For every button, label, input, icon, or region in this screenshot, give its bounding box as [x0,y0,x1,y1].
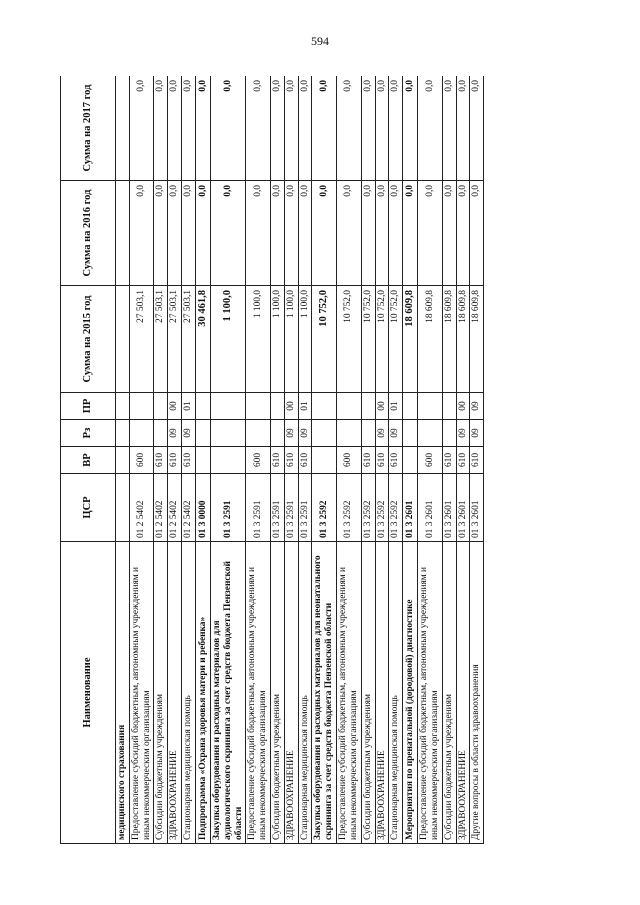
table-row [375,76,389,844]
row-sum-2017 [116,76,130,181]
row-sum-2017: 0,0 [389,76,403,181]
row-pr: 00 [284,393,298,420]
row-csr: 01 2 5402 [129,474,154,542]
table-row [129,76,154,844]
budget-table [60,76,484,844]
row-pr: 01 [389,393,403,420]
row-sum-2015: 10 752,0 [337,286,362,393]
row-sum-2015: 1 100,0 [271,286,285,393]
row-sum-2015: 18 609,8 [403,286,418,393]
row-name: Мероприятия по пренатальной (дородовой) диагностике [403,542,418,844]
table-row [389,76,403,844]
row-sum-2017: 0,0 [312,76,337,181]
row-rz [210,420,245,447]
row-vr: 600 [337,447,362,474]
row-rz [312,420,337,447]
row-sum-2017: 0,0 [456,76,470,181]
row-sum-2015: 18 609,8 [456,286,470,393]
row-sum-2017: 0,0 [470,76,484,181]
table-row [195,76,210,844]
row-vr: 610 [361,447,375,474]
row-vr: 610 [375,447,389,474]
table-row [456,76,470,844]
row-vr: 610 [154,447,168,474]
row-sum-2015: 1 100,0 [298,286,312,393]
table-row [182,76,196,844]
page-number: 594 [311,34,329,48]
row-csr: 01 3 2601 [470,474,484,542]
table-row [442,76,456,844]
row-sum-2017: 0,0 [182,76,196,181]
row-pr: 00 [456,393,470,420]
row-name: Подпрограмма «Охрана здоровья матери и ребенка» [195,542,210,844]
row-name: Предоставление субсидий бюджетным, автономным учреждениям и иным некоммерческим организациям [337,542,362,844]
row-rz [246,420,271,447]
table-row [337,76,362,844]
row-name: Закупка оборудования и расходных материалов для неонатального скрининга за счет средств бюджета Пензенской области [312,542,337,844]
row-sum-2016: 0,0 [418,181,443,286]
row-vr [312,447,337,474]
table-row [168,76,182,844]
row-csr: 01 3 2601 [403,474,418,542]
row-csr: 01 3 2592 [337,474,362,542]
row-sum-2017: 0,0 [361,76,375,181]
row-sum-2015: 10 752,0 [361,286,375,393]
table-header-row [61,76,116,844]
row-pr [271,393,285,420]
table-row [312,76,337,844]
row-sum-2016: 0,0 [154,181,168,286]
row-rz: 09 [182,420,196,447]
row-vr: 610 [168,447,182,474]
row-pr: 00 [168,393,182,420]
row-csr: 01 3 2592 [312,474,337,542]
rotated-table-area [60,76,551,844]
row-pr [403,393,418,420]
row-vr: 600 [418,447,443,474]
row-sum-2016 [116,181,130,286]
header-sum-2017: Сумма на 2017 год [61,76,116,181]
header-csr: ЦСР [61,474,116,542]
row-csr: 01 3 2601 [456,474,470,542]
row-csr: 01 3 2591 [271,474,285,542]
row-vr: 610 [284,447,298,474]
row-vr [403,447,418,474]
row-sum-2017: 0,0 [246,76,271,181]
row-csr: 01 3 2591 [246,474,271,542]
row-csr [116,474,130,542]
table-row [418,76,443,844]
row-sum-2015: 10 752,0 [375,286,389,393]
row-sum-2015: 18 609,8 [418,286,443,393]
row-name: ЗДРАВООХРАНЕНИЕ [375,542,389,844]
row-pr [312,393,337,420]
row-sum-2016: 0,0 [271,181,285,286]
row-csr: 01 2 5402 [182,474,196,542]
row-sum-2017: 0,0 [337,76,362,181]
row-csr: 01 3 2591 [210,474,245,542]
row-name: Субсидии бюджетным учреждениям [361,542,375,844]
row-name: Другие вопросы в области здравоохранения [470,542,484,844]
row-pr [195,393,210,420]
row-sum-2016: 0,0 [361,181,375,286]
row-name: Стационарная медицинская помощь [389,542,403,844]
row-sum-2015: 18 609,8 [442,286,456,393]
row-sum-2016: 0,0 [298,181,312,286]
row-sum-2016: 0,0 [182,181,196,286]
row-sum-2015: 27 503,1 [154,286,168,393]
row-pr [154,393,168,420]
row-sum-2015: 27 503,1 [129,286,154,393]
row-sum-2017: 0,0 [284,76,298,181]
row-name: ЗДРАВООХРАНЕНИЕ [168,542,182,844]
row-sum-2015: 30 461,8 [195,286,210,393]
row-sum-2017: 0,0 [195,76,210,181]
row-sum-2016: 0,0 [195,181,210,286]
table-row [470,76,484,844]
row-rz [271,420,285,447]
table-row [271,76,285,844]
row-sum-2016: 0,0 [168,181,182,286]
row-name: Стационарная медицинская помощь [298,542,312,844]
table-row [154,76,168,844]
row-pr: 09 [470,393,484,420]
row-pr: 01 [182,393,196,420]
row-csr: 01 3 2591 [298,474,312,542]
row-rz [116,420,130,447]
row-pr [116,393,130,420]
table-row [361,76,375,844]
row-pr [442,393,456,420]
row-vr [210,447,245,474]
row-sum-2015: 10 752,0 [389,286,403,393]
row-sum-2017: 0,0 [168,76,182,181]
row-csr: 01 3 0000 [195,474,210,542]
row-sum-2017: 0,0 [129,76,154,181]
row-name: Субсидии бюджетным учреждениям [154,542,168,844]
row-rz: 09 [284,420,298,447]
row-vr [195,447,210,474]
row-sum-2015: 1 100,0 [284,286,298,393]
row-pr [418,393,443,420]
row-rz: 09 [375,420,389,447]
row-rz [154,420,168,447]
row-csr: 01 3 2592 [389,474,403,542]
header-sum-2015: Сумма на 2015 год [61,286,116,393]
header-name: Наименование [61,542,116,844]
header-vr: ВР [61,447,116,474]
table-row [246,76,271,844]
row-sum-2017: 0,0 [271,76,285,181]
row-sum-2016: 0,0 [389,181,403,286]
row-sum-2016: 0,0 [337,181,362,286]
row-csr: 01 2 5402 [154,474,168,542]
row-vr: 610 [271,447,285,474]
row-sum-2016: 0,0 [403,181,418,286]
header-sum-2016: Сумма на 2016 год [61,181,116,286]
table-row [116,76,130,844]
row-rz: 09 [298,420,312,447]
row-name: Предоставление субсидий бюджетным, автономным учреждениям и иным некоммерческим организациям [129,542,154,844]
table-body [116,76,484,844]
table-row [210,76,245,844]
header-rz: Рз [61,420,116,447]
row-sum-2016: 0,0 [470,181,484,286]
header-pr: ПР [61,393,116,420]
row-sum-2017: 0,0 [375,76,389,181]
row-csr: 01 3 2592 [375,474,389,542]
row-sum-2015: 10 752,0 [312,286,337,393]
row-sum-2017: 0,0 [442,76,456,181]
row-rz [361,420,375,447]
row-pr: 01 [298,393,312,420]
row-csr: 01 3 2601 [418,474,443,542]
row-rz [442,420,456,447]
row-rz [403,420,418,447]
row-name: Стационарная медицинская помощь [182,542,196,844]
row-sum-2016: 0,0 [129,181,154,286]
row-sum-2016: 0,0 [312,181,337,286]
row-vr: 610 [442,447,456,474]
row-vr: 610 [182,447,196,474]
row-csr: 01 3 2601 [442,474,456,542]
row-pr [361,393,375,420]
row-pr: 00 [375,393,389,420]
row-rz: 09 [470,420,484,447]
row-sum-2015: 27 503,1 [168,286,182,393]
row-sum-2015 [116,286,130,393]
row-sum-2016: 0,0 [284,181,298,286]
row-name: Субсидии бюджетным учреждениям [271,542,285,844]
row-name: ЗДРАВООХРАНЕНИЕ [284,542,298,844]
row-pr [337,393,362,420]
row-sum-2017: 0,0 [154,76,168,181]
table-row [403,76,418,844]
row-csr: 01 3 2592 [361,474,375,542]
row-name: Предоставление субсидий бюджетным, автономным учреждениям и иным некоммерческим организациям [418,542,443,844]
row-pr [246,393,271,420]
row-sum-2017: 0,0 [298,76,312,181]
row-sum-2015: 18 609,8 [470,286,484,393]
row-name: Субсидии бюджетным учреждениям [442,542,456,844]
row-rz [418,420,443,447]
row-name: Закупка оборудования и расходных материалов для аудиологического скрининга за счет средств бюджета Пензенской области [210,542,245,844]
row-rz: 09 [456,420,470,447]
row-sum-2016: 0,0 [210,181,245,286]
table-row [284,76,298,844]
row-vr: 600 [129,447,154,474]
row-vr [116,447,130,474]
row-rz [337,420,362,447]
rotated-table-container [60,76,551,844]
row-csr: 01 3 2591 [284,474,298,542]
row-vr: 610 [470,447,484,474]
row-name: медицинского страхования [116,542,130,844]
row-sum-2017: 0,0 [210,76,245,181]
row-sum-2015: 1 100,0 [246,286,271,393]
row-rz [195,420,210,447]
row-vr: 610 [456,447,470,474]
row-sum-2015: 27 503,1 [182,286,196,393]
row-rz: 09 [168,420,182,447]
row-rz [129,420,154,447]
row-sum-2016: 0,0 [456,181,470,286]
row-vr: 600 [246,447,271,474]
row-pr [210,393,245,420]
row-name: ЗДРАВООХРАНЕНИЕ [456,542,470,844]
row-sum-2015: 1 100,0 [210,286,245,393]
table-row [298,76,312,844]
row-vr: 610 [298,447,312,474]
row-csr: 01 2 5402 [168,474,182,542]
row-sum-2016: 0,0 [442,181,456,286]
row-name: Предоставление субсидий бюджетным, автономным учреждениям и иным некоммерческим организациям [246,542,271,844]
row-rz: 09 [389,420,403,447]
row-vr: 610 [389,447,403,474]
row-pr [129,393,154,420]
row-sum-2017: 0,0 [403,76,418,181]
row-sum-2016: 0,0 [246,181,271,286]
row-sum-2017: 0,0 [418,76,443,181]
row-sum-2016: 0,0 [375,181,389,286]
